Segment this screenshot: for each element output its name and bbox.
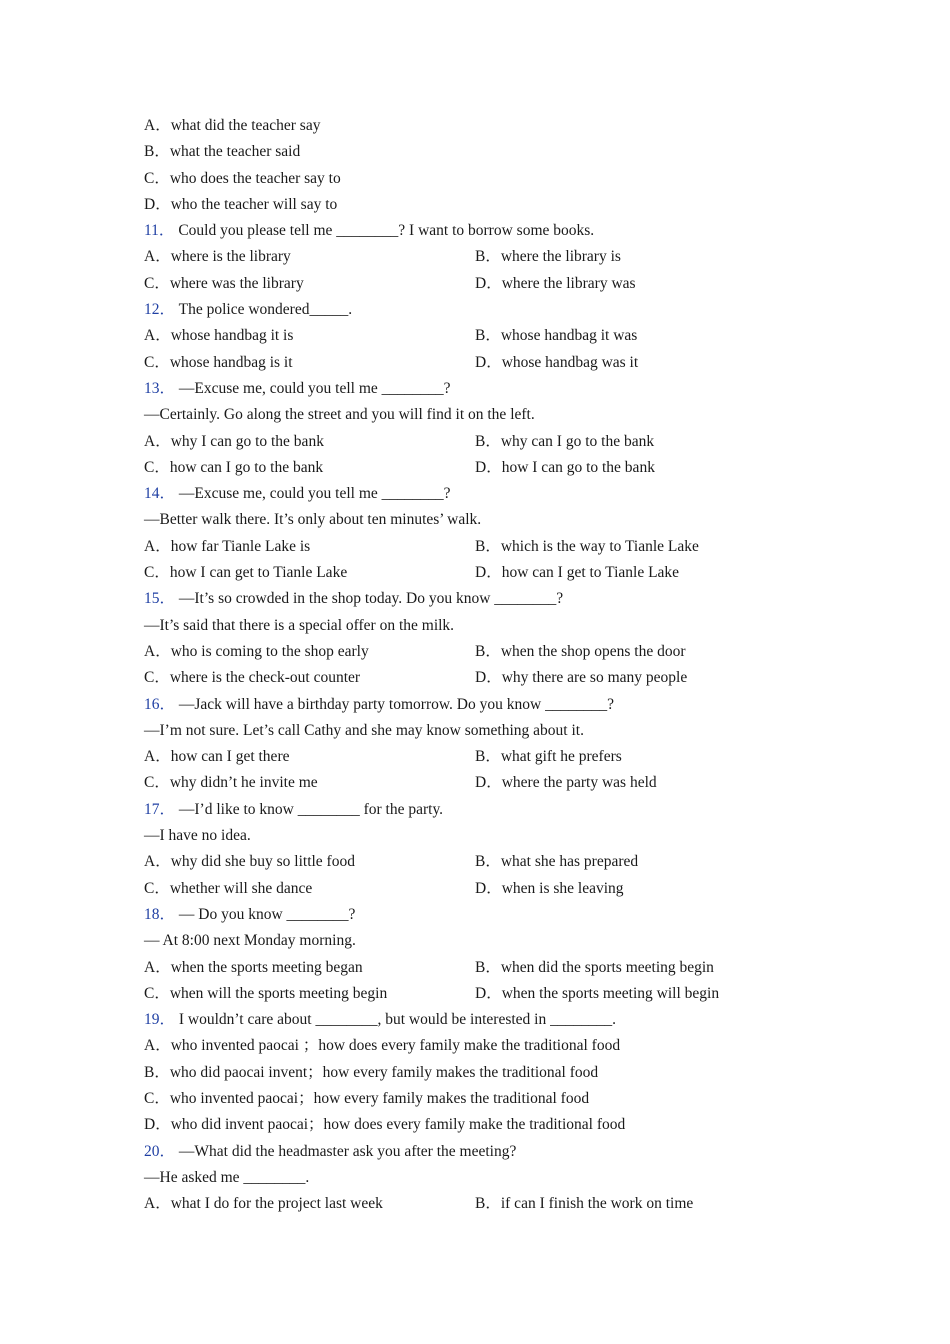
question-stem bbox=[144, 586, 844, 612]
option bbox=[144, 1033, 620, 1059]
option-row bbox=[144, 1112, 844, 1138]
question-stem bbox=[144, 797, 844, 823]
dialogue-response: —Certainly. Go along the street and you will find it on the left. bbox=[144, 406, 535, 424]
option-text: what she has prepared bbox=[500, 853, 639, 871]
option-text: how can I get there bbox=[170, 748, 290, 766]
question-stem bbox=[144, 218, 844, 244]
question-text: —Excuse me, could you tell me ________? bbox=[175, 379, 451, 397]
option-row bbox=[144, 1060, 844, 1086]
question-text: I wouldn’t care about ________, but would be interested in ________. bbox=[175, 1011, 616, 1029]
option-label: C． bbox=[144, 669, 170, 687]
question-number: 18． bbox=[144, 905, 176, 923]
option-label: D． bbox=[475, 353, 502, 371]
option-row bbox=[144, 665, 844, 691]
question-stem bbox=[144, 1007, 844, 1033]
option-text: why can I go to the bank bbox=[500, 432, 655, 450]
option-label: C． bbox=[144, 353, 170, 371]
option bbox=[475, 350, 638, 376]
option-text: when is she leaving bbox=[501, 879, 624, 897]
option-text: who invented paocai ；how does every family make the traditional food bbox=[170, 1037, 621, 1055]
option-text: whose handbag was it bbox=[501, 353, 639, 371]
option bbox=[475, 639, 686, 665]
question-number: 12． bbox=[144, 301, 176, 319]
option-text: how can I get to Tianle Lake bbox=[501, 564, 680, 582]
option-row bbox=[144, 271, 844, 297]
dialogue-response: —I’m not sure. Let’s call Cathy and she may know something about it. bbox=[144, 721, 584, 739]
option-label: C． bbox=[144, 984, 170, 1002]
option-text: who invented paocai；how every family makes the traditional food bbox=[169, 1089, 590, 1107]
option-row bbox=[144, 849, 844, 875]
option-row bbox=[144, 1191, 844, 1217]
option-text: where the library was bbox=[501, 274, 636, 292]
dialogue-response: —It’s said that there is a special offer on the milk. bbox=[144, 616, 455, 634]
option-label: C． bbox=[144, 169, 170, 187]
question-stem bbox=[144, 297, 844, 323]
question-text: Could you please tell me ________? I want to borrow some books. bbox=[174, 222, 595, 240]
option-label: A． bbox=[144, 642, 171, 660]
option-text: whose handbag it is bbox=[170, 327, 294, 345]
option-label: A． bbox=[144, 432, 171, 450]
option bbox=[475, 560, 679, 586]
option-label: D． bbox=[475, 879, 502, 897]
question-list bbox=[144, 113, 844, 1217]
option-label: A． bbox=[144, 853, 171, 871]
option bbox=[144, 455, 323, 481]
option bbox=[475, 271, 636, 297]
option-text: what gift he prefers bbox=[500, 748, 622, 766]
option-label: D． bbox=[475, 669, 502, 687]
option bbox=[144, 323, 293, 349]
option bbox=[144, 876, 312, 902]
option-label: D． bbox=[475, 984, 502, 1002]
option bbox=[144, 350, 293, 376]
question-text: —What did the headmaster ask you after the meeting? bbox=[175, 1142, 517, 1160]
option-label: B． bbox=[475, 537, 501, 555]
option bbox=[144, 665, 360, 691]
option-text: how can I go to the bank bbox=[169, 458, 324, 476]
question-text: —It’s so crowded in the shop today. Do you know ________? bbox=[175, 590, 564, 608]
question-stem bbox=[144, 376, 844, 402]
option-text: if can I finish the work on time bbox=[500, 1195, 694, 1213]
option bbox=[144, 770, 318, 796]
option-label: B． bbox=[475, 642, 501, 660]
option-label: C． bbox=[144, 564, 170, 582]
option bbox=[144, 744, 289, 770]
option bbox=[475, 665, 687, 691]
option-text: who did paocai invent；how every family makes the traditional food bbox=[169, 1063, 599, 1081]
option-label: B． bbox=[475, 958, 501, 976]
option-text: when will the sports meeting begin bbox=[169, 984, 388, 1002]
option-label: D． bbox=[144, 1116, 171, 1134]
question-number: 11． bbox=[144, 222, 175, 240]
option-text: where is the library bbox=[170, 248, 291, 266]
option-text: how I can go to the bank bbox=[501, 458, 655, 476]
option bbox=[144, 1112, 625, 1138]
option-label: D． bbox=[475, 774, 502, 792]
option-text: when the shop opens the door bbox=[500, 642, 686, 660]
option bbox=[475, 323, 637, 349]
option-label: A． bbox=[144, 748, 171, 766]
option-label: A． bbox=[144, 117, 171, 134]
question-number: 13． bbox=[144, 379, 176, 397]
option-text: where was the library bbox=[169, 274, 304, 292]
option-row bbox=[144, 455, 844, 481]
option-label: C． bbox=[144, 1089, 170, 1107]
option-label: B． bbox=[475, 327, 501, 345]
option-label: D． bbox=[475, 564, 502, 582]
option-text: when the sports meeting will begin bbox=[501, 984, 720, 1002]
option-label: A． bbox=[144, 958, 171, 976]
option-line bbox=[144, 166, 844, 192]
option-label: B． bbox=[144, 1063, 170, 1081]
option bbox=[475, 455, 655, 481]
question-text: —Excuse me, could you tell me ________? bbox=[175, 485, 451, 503]
option-line bbox=[144, 113, 844, 139]
option-text: where the library is bbox=[500, 248, 621, 266]
option-label: C． bbox=[144, 274, 170, 292]
option-label: B． bbox=[475, 853, 501, 871]
question-text: — Do you know ________? bbox=[175, 905, 356, 923]
option-label: A． bbox=[144, 1037, 171, 1055]
question-number: 14． bbox=[144, 485, 176, 503]
option-row bbox=[144, 1033, 844, 1059]
question-stem bbox=[144, 902, 844, 928]
option-row bbox=[144, 770, 844, 796]
option-row bbox=[144, 560, 844, 586]
option-row bbox=[144, 534, 844, 560]
option-text: when did the sports meeting begin bbox=[500, 958, 714, 976]
option bbox=[144, 1191, 383, 1217]
question-number: 16． bbox=[144, 695, 176, 713]
option-label: A． bbox=[144, 537, 171, 555]
question-stem bbox=[144, 1139, 844, 1165]
option-label: C． bbox=[144, 774, 170, 792]
option-label: D． bbox=[475, 274, 502, 292]
option-label: B． bbox=[475, 1195, 501, 1213]
option-row bbox=[144, 244, 844, 270]
option-text: who the teacher will say to bbox=[170, 195, 338, 213]
option bbox=[144, 271, 304, 297]
option-text: who does the teacher say to bbox=[169, 169, 341, 187]
option-label: C． bbox=[144, 879, 170, 897]
question-text: —I’d like to know ________ for the party. bbox=[175, 800, 444, 818]
question-stem bbox=[144, 692, 844, 718]
option-label: D． bbox=[475, 458, 502, 476]
option bbox=[475, 1191, 693, 1217]
option-label: B． bbox=[144, 143, 170, 161]
question-text: —Jack will have a birthday party tomorrow. Do you know ________? bbox=[175, 695, 614, 713]
option-label: B． bbox=[475, 748, 501, 766]
option-row bbox=[144, 639, 844, 665]
option-text: where the party was held bbox=[501, 774, 657, 792]
dialogue-response: —He asked me ________. bbox=[144, 1168, 310, 1186]
option-text: who did invent paocai；how does every family make the traditional food bbox=[170, 1116, 626, 1134]
option-line bbox=[144, 139, 844, 165]
option-text: how far Tianle Lake is bbox=[170, 537, 311, 555]
option-row bbox=[144, 350, 844, 376]
option bbox=[475, 744, 622, 770]
option bbox=[144, 981, 387, 1007]
option bbox=[144, 1086, 589, 1112]
option-text: what the teacher said bbox=[169, 143, 301, 161]
question-text: The police wondered_____. bbox=[175, 301, 353, 319]
question-number: 19． bbox=[144, 1011, 176, 1029]
option-row bbox=[144, 744, 844, 770]
option bbox=[475, 429, 654, 455]
option-label: D． bbox=[144, 195, 171, 213]
option-text: why I can go to the bank bbox=[170, 432, 324, 450]
option-label: A． bbox=[144, 327, 171, 345]
option-text: which is the way to Tianle Lake bbox=[500, 537, 699, 555]
question-stem bbox=[144, 481, 844, 507]
option-row bbox=[144, 429, 844, 455]
option-text: why didn’t he invite me bbox=[169, 774, 318, 792]
option bbox=[475, 955, 714, 981]
option-text: who is coming to the shop early bbox=[170, 642, 369, 660]
option-text: how I can get to Tianle Lake bbox=[169, 564, 348, 582]
dialogue-response: — At 8:00 next Monday morning. bbox=[144, 932, 356, 950]
option bbox=[475, 981, 719, 1007]
option-label: C． bbox=[144, 458, 170, 476]
option bbox=[475, 849, 638, 875]
option-text: when the sports meeting began bbox=[170, 958, 363, 976]
option-text: whose handbag it was bbox=[500, 327, 638, 345]
option bbox=[144, 560, 347, 586]
dialogue-response: —Better walk there. It’s only about ten minutes’ walk. bbox=[144, 511, 482, 529]
option-label: A． bbox=[144, 248, 171, 266]
option-text: what I do for the project last week bbox=[170, 1195, 383, 1213]
option bbox=[144, 955, 363, 981]
option bbox=[475, 876, 624, 902]
option-text: where is the check-out counter bbox=[169, 669, 361, 687]
option-row bbox=[144, 1086, 844, 1112]
option-text: whether will she dance bbox=[169, 879, 313, 897]
option bbox=[475, 534, 699, 560]
option-text: what did the teacher say bbox=[170, 117, 321, 134]
option bbox=[475, 244, 621, 270]
option bbox=[475, 770, 657, 796]
option-text: why there are so many people bbox=[501, 669, 688, 687]
option-text: whose handbag is it bbox=[169, 353, 293, 371]
option bbox=[144, 244, 291, 270]
option-label: A． bbox=[144, 1195, 171, 1213]
option bbox=[144, 849, 355, 875]
option-text: why did she buy so little food bbox=[170, 853, 355, 871]
option bbox=[144, 1060, 598, 1086]
option-row bbox=[144, 876, 844, 902]
question-number: 17． bbox=[144, 800, 176, 818]
question-number: 20． bbox=[144, 1142, 176, 1160]
option-row bbox=[144, 323, 844, 349]
option-row bbox=[144, 981, 844, 1007]
option bbox=[144, 639, 369, 665]
dialogue-response: —I have no idea. bbox=[144, 827, 251, 845]
option-row bbox=[144, 955, 844, 981]
question-number: 15． bbox=[144, 590, 176, 608]
option-label: B． bbox=[475, 432, 501, 450]
option-label: B． bbox=[475, 248, 501, 266]
option-line bbox=[144, 192, 844, 218]
option bbox=[144, 429, 324, 455]
option bbox=[144, 534, 310, 560]
